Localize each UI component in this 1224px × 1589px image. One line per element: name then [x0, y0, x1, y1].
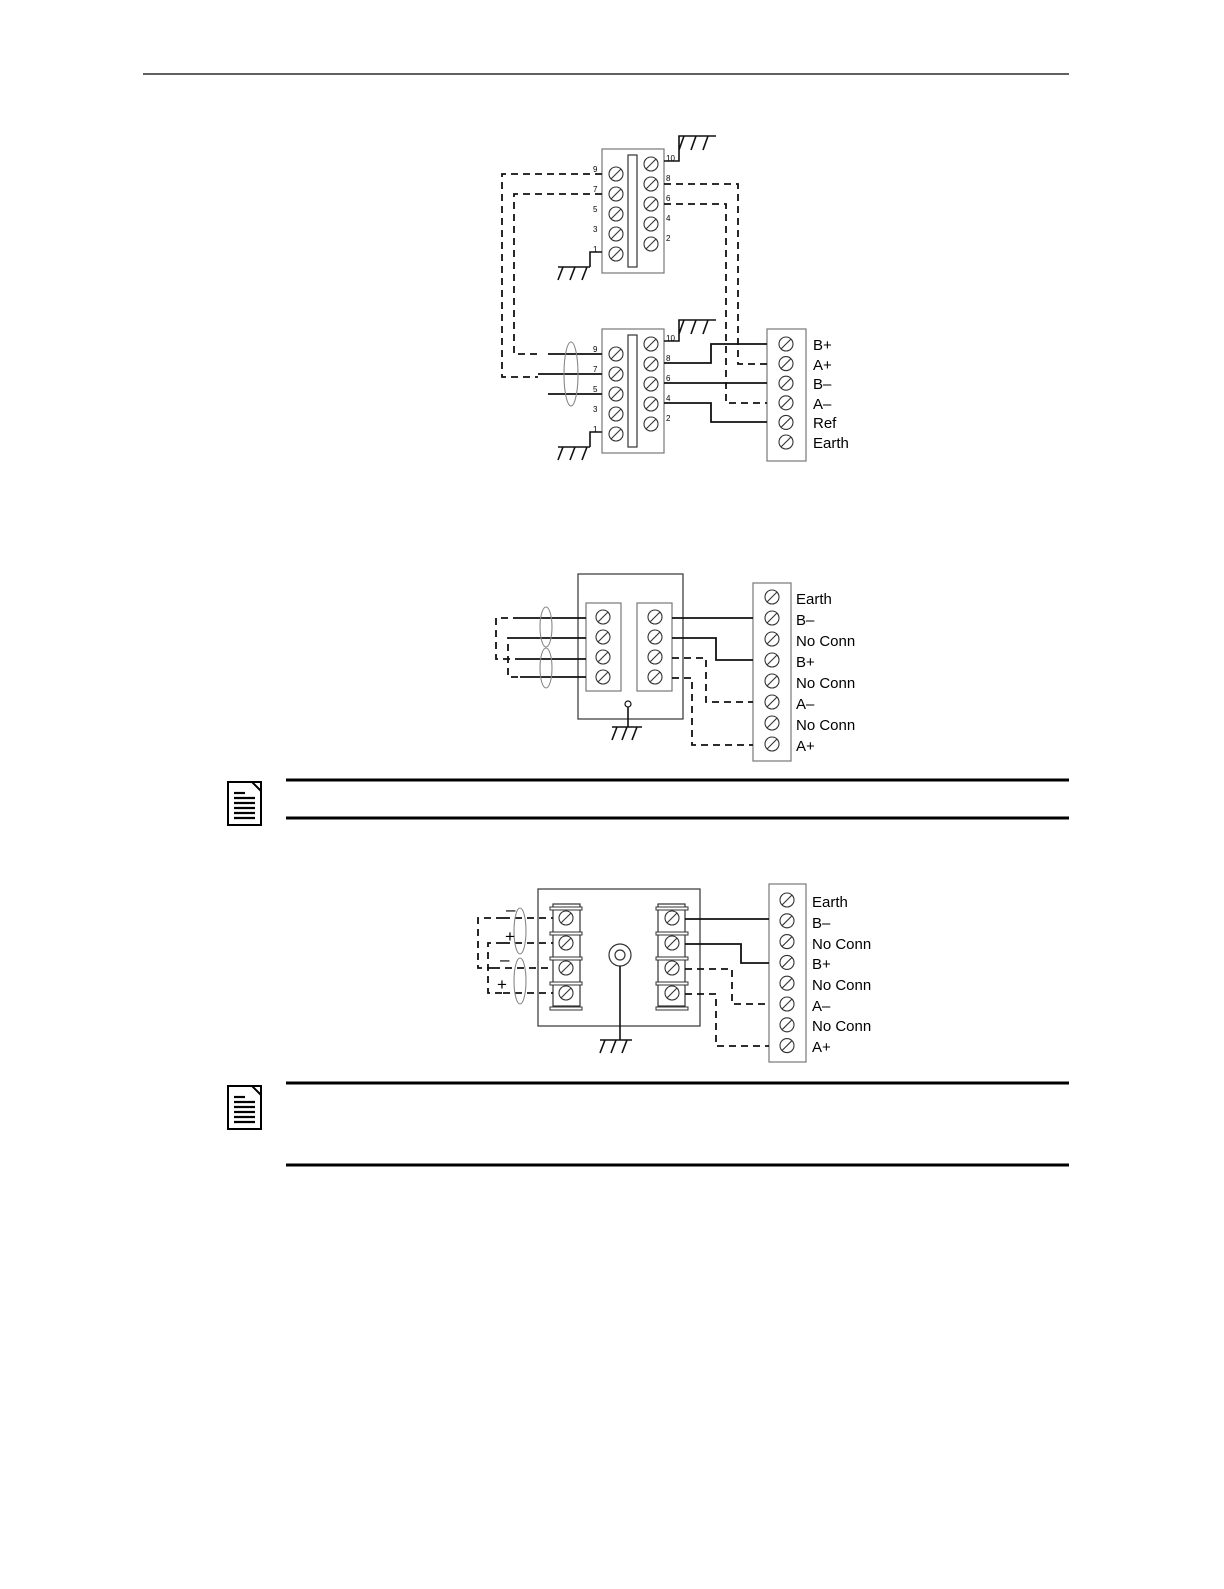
figure-2-wiring-diagram: [496, 574, 855, 761]
screw-terminal: [644, 417, 658, 431]
screw-terminal: [644, 357, 658, 371]
barrier-plate: [550, 982, 582, 985]
figure-1-wiring-diagram: [502, 136, 849, 461]
screw-terminal: [779, 396, 793, 410]
terminal-label-a-plus: A+: [813, 357, 832, 374]
screw-terminal: [596, 630, 610, 644]
screw-terminal: [609, 167, 623, 181]
barrier-plate: [550, 907, 582, 910]
terminal-label-a-plus: A+: [812, 1039, 831, 1056]
terminal-label-a-minus: A–: [813, 396, 832, 413]
screw-terminal: [644, 397, 658, 411]
screw-terminal: [609, 367, 623, 381]
terminal-label-no-conn: No Conn: [796, 633, 856, 650]
panel-terminal-strip: [753, 583, 791, 761]
screw-terminal: [765, 653, 779, 667]
term-num-6: 6: [666, 194, 671, 203]
barrier-plate: [550, 932, 582, 935]
a-minus-wire: [672, 658, 753, 702]
terminal-label-a-plus: A+: [796, 738, 815, 755]
term-num-2: 2: [666, 414, 671, 423]
screw-terminal: [779, 435, 793, 449]
terminal-label-b-plus: B+: [813, 337, 832, 354]
note-icon: [228, 1086, 261, 1129]
screw-terminal: [644, 337, 658, 351]
term-num-10: 10: [666, 334, 675, 343]
cable-shield-ellipse: [540, 648, 552, 688]
barrier-plate: [656, 932, 688, 935]
terminal-label-b-minus: B–: [812, 915, 831, 932]
panel-terminal-strip: [769, 884, 806, 1062]
terminal-label-no-conn: No Conn: [812, 936, 872, 953]
screw-terminal: [609, 247, 623, 261]
screw-terminal: [648, 610, 662, 624]
lower-terminal-module: [593, 329, 675, 453]
screw-terminal: [765, 716, 779, 730]
screw-terminal: [779, 415, 793, 429]
polarity-mark-minus: –: [506, 900, 516, 919]
screw-terminal: [780, 1039, 794, 1053]
figure-3-wiring-diagram: [478, 884, 871, 1062]
barrier-plate: [656, 1007, 688, 1010]
term-num-1: 1: [593, 245, 598, 254]
screw-terminal: [779, 337, 793, 351]
screw-terminal: [644, 377, 658, 391]
screw-terminal: [780, 935, 794, 949]
note-block: [228, 1083, 1069, 1165]
screw-terminal: [596, 650, 610, 664]
screw-terminal: [609, 227, 623, 241]
screw-terminal: [780, 997, 794, 1011]
cable-shield-ellipse: [514, 908, 526, 954]
term-num-2: 2: [666, 234, 671, 243]
term-num-7: 7: [593, 185, 598, 194]
barrier-plate: [656, 957, 688, 960]
screw-terminal: [780, 976, 794, 990]
barrier-plate: [550, 1007, 582, 1010]
terminal-label-no-conn: No Conn: [812, 1018, 872, 1035]
ground-symbol: [558, 432, 602, 460]
term-num-9: 9: [593, 165, 598, 174]
screw-terminal: [779, 376, 793, 390]
term-num-8: 8: [666, 174, 671, 183]
barrier-plate: [656, 907, 688, 910]
terminal-label-no-conn: No Conn: [796, 675, 856, 692]
screw-terminal: [765, 632, 779, 646]
screw-terminal: [644, 157, 658, 171]
terminal-label-ref: Ref: [813, 415, 837, 432]
polarity-mark-plus: +: [497, 975, 507, 994]
screw-terminal: [644, 217, 658, 231]
screw-terminal: [644, 197, 658, 211]
b-plus-wire: [672, 638, 753, 660]
terminal-label-earth: Earth: [812, 894, 848, 911]
barrier-plate: [656, 982, 688, 985]
note-block: [228, 780, 1069, 825]
terminal-label-a-minus: A–: [796, 696, 815, 713]
cable-shield-ellipse: [514, 958, 526, 1004]
screw-terminal: [665, 936, 679, 950]
screw-terminal: [648, 670, 662, 684]
terminal-label-b-plus: B+: [796, 654, 815, 671]
a-plus-wire: [672, 678, 753, 745]
shield-link-wire: [502, 174, 602, 377]
ground-symbol: [558, 252, 602, 280]
terminal-label-no-conn: No Conn: [812, 977, 872, 994]
screw-terminal: [765, 737, 779, 751]
screw-terminal: [609, 187, 623, 201]
screw-terminal: [609, 347, 623, 361]
barrier-plate: [550, 957, 582, 960]
term-num-4: 4: [666, 214, 671, 223]
screw-terminal: [596, 670, 610, 684]
screw-terminal: [609, 207, 623, 221]
terminal-label-b-minus: B–: [813, 376, 832, 393]
term-num-7: 7: [593, 365, 598, 374]
term-num-3: 3: [593, 405, 598, 414]
upper-terminal-module: [593, 149, 675, 273]
screw-terminal: [559, 961, 573, 975]
screw-terminal: [609, 427, 623, 441]
screw-terminal: [765, 611, 779, 625]
screw-terminal: [609, 407, 623, 421]
screw-terminal: [765, 590, 779, 604]
screw-terminal: [780, 914, 794, 928]
b-plus-wire: [664, 344, 767, 363]
term-num-8: 8: [666, 354, 671, 363]
ground-stud: [625, 701, 631, 707]
note-icon: [228, 782, 261, 825]
screw-terminal: [559, 986, 573, 1000]
shield-link-wire: [514, 194, 602, 354]
term-num-4: 4: [666, 394, 671, 403]
terminal-label-earth: Earth: [813, 435, 849, 452]
term-num-1: 1: [593, 425, 598, 434]
loop-wire: [508, 638, 520, 677]
screw-terminal: [559, 911, 573, 925]
screw-terminal: [596, 610, 610, 624]
terminal-label-no-conn: No Conn: [796, 717, 856, 734]
screw-terminal: [665, 986, 679, 1000]
polarity-mark-plus: +: [505, 927, 515, 946]
term-num-6: 6: [666, 374, 671, 383]
screw-terminal: [648, 630, 662, 644]
screw-terminal: [765, 695, 779, 709]
terminal-label-b-plus: B+: [812, 956, 831, 973]
screw-terminal: [648, 650, 662, 664]
screw-terminal: [559, 936, 573, 950]
term-num-9: 9: [593, 345, 598, 354]
screw-terminal: [609, 387, 623, 401]
screw-terminal: [665, 961, 679, 975]
term-num-5: 5: [593, 205, 598, 214]
screw-terminal: [779, 357, 793, 371]
terminal-label-earth: Earth: [796, 591, 832, 608]
ground-stud-center: [615, 950, 625, 960]
a-minus-wire: [664, 204, 767, 403]
panel-terminal-strip: [767, 329, 849, 461]
screw-terminal: [665, 911, 679, 925]
term-num-3: 3: [593, 225, 598, 234]
screw-terminal: [780, 893, 794, 907]
screw-terminal: [780, 955, 794, 969]
ref-wire: [664, 403, 767, 422]
term-num-10: 10: [666, 154, 675, 163]
terminal-label-a-minus: A–: [812, 998, 831, 1015]
screw-terminal: [780, 1018, 794, 1032]
cable-shield-ellipse: [540, 607, 552, 647]
screw-terminal: [644, 237, 658, 251]
screw-terminal: [644, 177, 658, 191]
polarity-mark-minus: –: [500, 950, 510, 969]
terminal-label-b-minus: B–: [796, 612, 815, 629]
screw-terminal: [765, 674, 779, 688]
term-num-5: 5: [593, 385, 598, 394]
